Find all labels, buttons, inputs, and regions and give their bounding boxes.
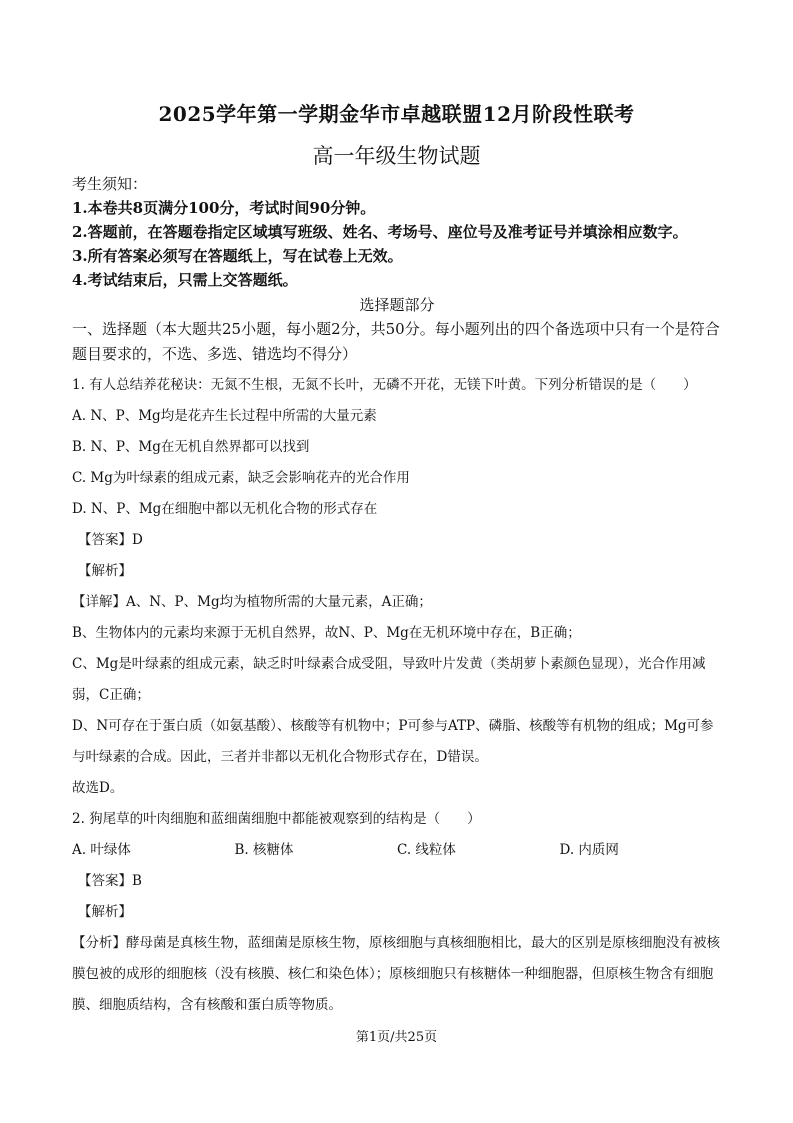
question-1-detail-c: C、Mg是叶绿素的组成元素，缺乏时叶绿素合成受阻，导致叶片发黄（类胡萝卜素颜色显现），光合作用减弱，C正确；	[72, 656, 706, 703]
question-2-option-c: C. 线粒体	[397, 842, 456, 858]
question-2-stem: 2. 狗尾草的叶肉细胞和蓝细菌细胞中都能被观察到的结构是（ ）	[72, 811, 481, 827]
question-1-detail-b: B、生物体内的元素均来源于无机自然界，故N、P、Mg在无机环境中存在，B正确；	[72, 625, 581, 641]
question-2-analysis: 【分析】酵母菌是真核生物，蓝细菌是原核生物，原核细胞与真核细胞相比，最大的区别是原核细胞没有被核膜包被的成形的细胞核（没有核膜、核仁和染色体）；原核细胞只有核糖体一种细胞器，但原核生物含有细胞膜、细胞质结构，含有核酸和蛋白质等物质。	[72, 935, 720, 1013]
question-1-detail-a: 【详解】A、N、P、Mg均为植物所需的大量元素，A正确；	[72, 594, 432, 610]
notice-heading: 考生须知：	[72, 175, 148, 193]
question-1-option-a: A. N、P、Mg均是花卉生长过程中所需的大量元素	[72, 408, 377, 424]
exam-title: 2025学年第一学期金华市卓越联盟12月阶段性联考	[158, 102, 635, 126]
exam-subtitle: 高一年级生物试题	[312, 144, 481, 168]
notice-item-2: 2.答题前，在答题卷指定区域填写班级、姓名、考场号、座位号及准考证号并填涂相应数字。	[72, 223, 688, 241]
question-1-analysis-label: 【解析】	[78, 563, 132, 579]
page-number: 第1页/共25页	[355, 1030, 438, 1045]
question-2-option-a: A. 叶绿体	[72, 842, 131, 858]
question-2-options	[72, 835, 722, 866]
question-2-answer: 【答案】B	[78, 873, 142, 889]
notice-item-4: 4.考试结束后，只需上交答题纸。	[72, 271, 298, 289]
question-2-option-d: D. 内质网	[559, 842, 619, 858]
section-title: 选择题部分	[359, 296, 435, 314]
question-1-answer: 【答案】D	[78, 532, 143, 548]
question-1-option-c: C. Mg为叶绿素的组成元素，缺乏会影响花卉的光合作用	[72, 470, 410, 486]
section-intro: 一、选择题（本大题共25小题，每小题2分，共50分。每小题列出的四个备选项中只有一个是符合题目要求的，不选、多选、错选均不得分）	[72, 320, 720, 363]
notice-item-3: 3.所有答案必须写在答题纸上，写在试卷上无效。	[72, 247, 403, 265]
page-body	[72, 172, 722, 1021]
question-2-option-b: B. 核糖体	[234, 842, 294, 858]
question-1-option-b: B. N、P、Mg在无机自然界都可以找到	[72, 439, 310, 455]
question-1-stem: 1. 有人总结养花秘诀：无氮不生根，无氮不长叶，无磷不开花，无镁下叶黄。下列分析错误的是（ ）	[72, 377, 697, 393]
question-2-analysis-label: 【解析】	[78, 904, 132, 920]
notice-item-1: 1.本卷共8页满分100分，考试时间90分钟。	[72, 199, 376, 217]
question-1-conclusion: 故选D。	[72, 780, 124, 796]
question-1-detail-d: D、N可存在于蛋白质（如氨基酸）、核酸等有机物中；P可参与ATP、磷脂、核酸等有机物的组成；Mg可参与叶绿素的合成。因此，三者并非都以无机化合物形式存在，D错误。	[72, 718, 714, 765]
question-1-option-d: D. N、P、Mg在细胞中都以无机化合物的形式存在	[72, 501, 378, 517]
